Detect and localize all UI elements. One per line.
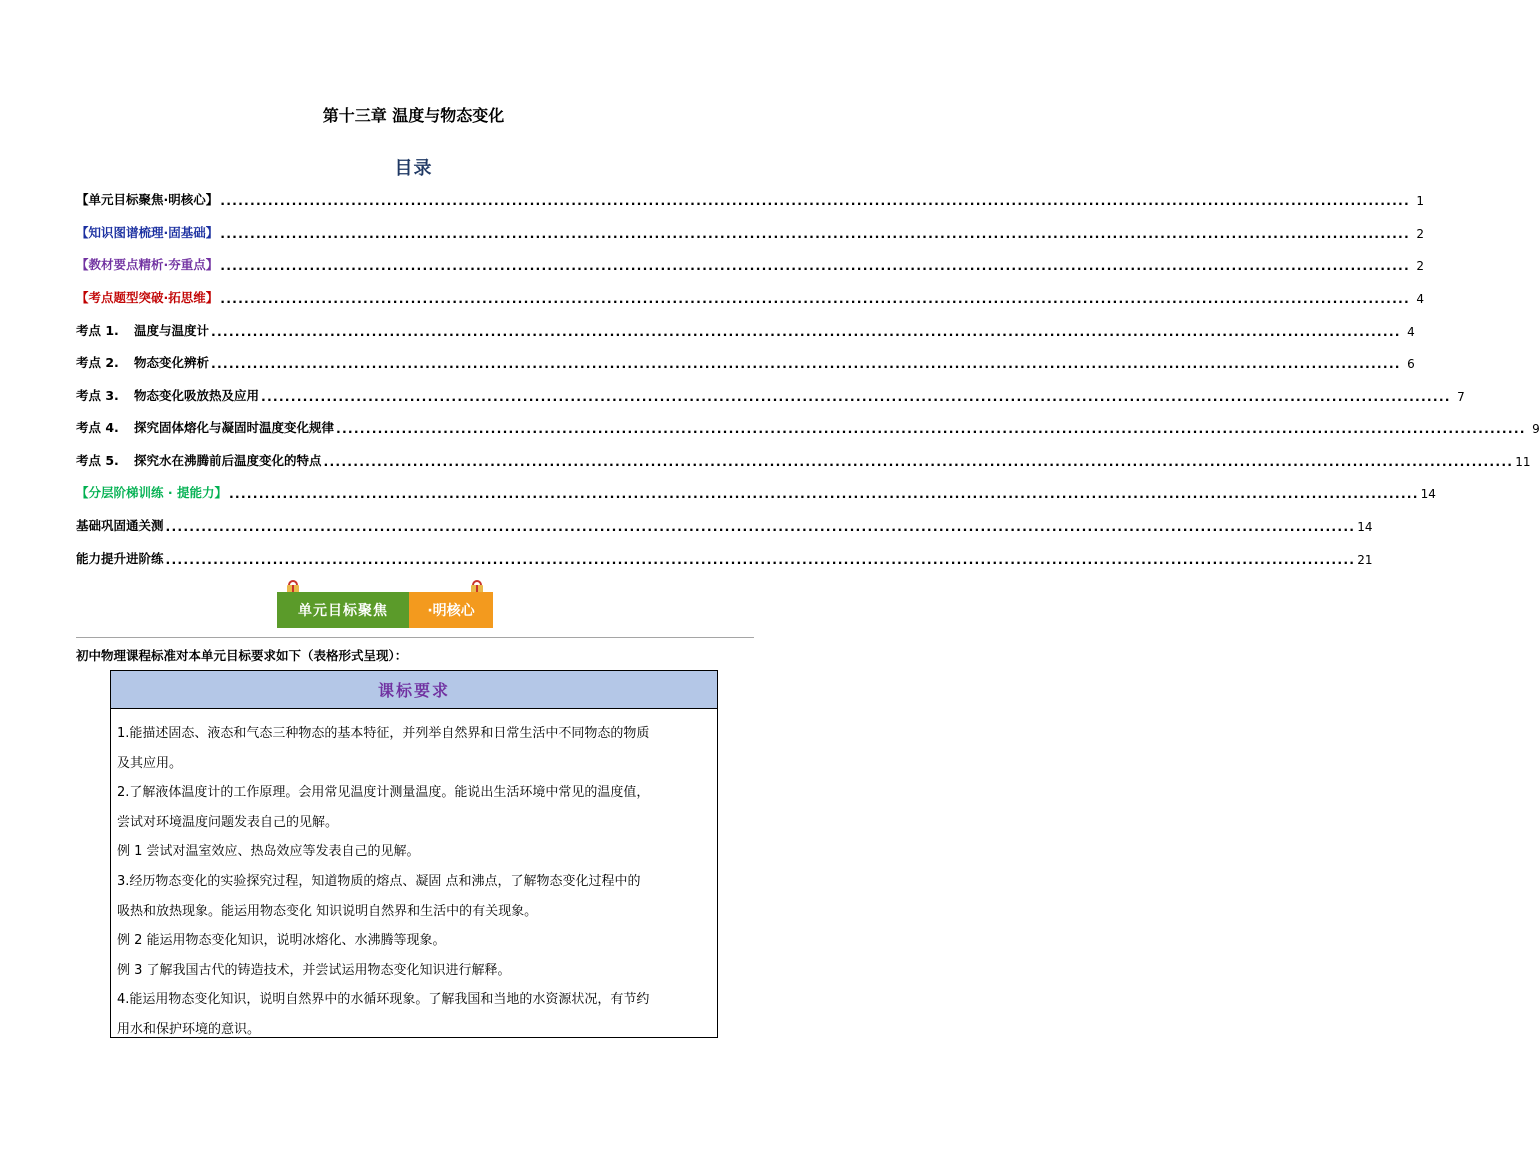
- banner-subtitle: ·明核心: [409, 592, 493, 628]
- standard-text-line: 4.能运用物态变化知识，说明自然界中的水循环现象。了解我国和当地的水资源状况，有节约: [117, 992, 650, 1008]
- toc-entry-label: 能力提升进阶练: [76, 551, 164, 566]
- toc-entry-prefix: 考点 4.: [76, 420, 119, 435]
- toc-entry-label: 探究水在沸腾前后温度变化的特点: [134, 453, 322, 468]
- toc-leader-dots: ........................................................................................................................................................................................................: [211, 356, 1401, 371]
- toc-page-number: 7: [1457, 390, 1465, 404]
- toc-entry-prefix: 考点 2.: [76, 355, 119, 370]
- toc-leader-dots: ........................................................................................................................................................................................................: [165, 552, 1356, 567]
- standard-text-line: 用水和保护环境的意识。: [117, 1021, 261, 1037]
- toc-entry-label: 温度与温度计: [134, 323, 210, 338]
- standard-text-line: 例 3 了解我国古代的铸造技术，并尝试运用物态变化知识进行解释。: [117, 962, 511, 978]
- toc-entry[interactable]: [76, 382, 1465, 404]
- toc-entry[interactable]: [76, 545, 1373, 567]
- toc-leader-dots: ........................................................................................................................................................................................................: [220, 226, 1410, 241]
- toc-leader-dots: ........................................................................................................................................................................................................: [220, 193, 1410, 208]
- toc-entry-label: 【分层阶梯训练 · 提能力】: [76, 485, 227, 500]
- curriculum-standards-table: [110, 670, 718, 1038]
- toc-leader-dots: ........................................................................................................................................................................................................: [336, 421, 1526, 436]
- toc-entry[interactable]: [76, 317, 1415, 339]
- standard-text-line: 吸热和放热现象。能运用物态变化 知识说明自然界和生活中的有关现象。: [117, 903, 538, 919]
- chapter-title: 第十三章 温度与物态变化: [322, 106, 505, 125]
- toc-leader-dots: ........................................................................................................................................................................................................: [228, 486, 1419, 501]
- divider: [76, 637, 754, 638]
- toc-leader-dots: ........................................................................................................................................................................................................: [220, 258, 1410, 273]
- toc-entry-label: 【教材要点精析·夯重点】: [76, 257, 219, 272]
- toc-page-number: 4: [1416, 292, 1424, 306]
- toc-entry[interactable]: [76, 219, 1424, 241]
- toc-entry-label: 物态变化吸放热及应用: [134, 388, 260, 403]
- standard-text-line: 2.了解液体温度计的工作原理。会用常见温度计测量温度。能说出生活环境中常见的温度值，: [117, 785, 650, 801]
- toc-page-number: 6: [1407, 357, 1415, 371]
- toc-entry-prefix: 考点 1.: [76, 323, 119, 338]
- toc-entry[interactable]: [76, 251, 1424, 273]
- toc-entry[interactable]: [76, 512, 1373, 534]
- toc-page-number: 11: [1515, 455, 1531, 469]
- standard-text-line: 1.能描述固态、液态和气态三种物态的基本特征，并列举自然界和日常生活中不同物态的物质: [117, 726, 650, 741]
- toc-entry-label: 基础巩固通关测: [76, 518, 164, 533]
- toc-entry-label: 【考点题型突破·拓思维】: [76, 290, 219, 305]
- toc-page-number: 9: [1532, 422, 1540, 436]
- toc-leader-dots: ........................................................................................................................................................................................................: [220, 291, 1410, 306]
- standard-text-line: 及其应用。: [117, 755, 183, 771]
- toc-leader-dots: ........................................................................................................................................................................................................: [165, 519, 1356, 534]
- toc-entry[interactable]: [76, 414, 1540, 436]
- toc-page-number: 21: [1357, 553, 1373, 567]
- toc-entry[interactable]: [76, 447, 1531, 469]
- toc-page-number: 4: [1407, 325, 1415, 339]
- toc-page-number: 14: [1357, 520, 1373, 534]
- toc-leader-dots: ........................................................................................................................................................................................................: [323, 454, 1514, 469]
- toc-leader-dots: ........................................................................................................................................................................................................: [211, 324, 1401, 339]
- standard-text-line: 3.经历物态变化的实验探究过程，知道物质的熔点、凝固 点和沸点，了解物态变化过程中的: [117, 873, 641, 889]
- toc-entry-label: 探究固体熔化与凝固时温度变化规律: [134, 420, 335, 435]
- toc-title: 目录: [394, 158, 433, 179]
- toc-entry-label: 【知识图谱梳理·固基础】: [76, 225, 219, 240]
- toc-entry-label: 物态变化辨析: [134, 355, 210, 370]
- banner-title: 单元目标聚焦: [277, 592, 409, 628]
- toc-page-number: 1: [1416, 194, 1424, 208]
- toc-leader-dots: ........................................................................................................................................................................................................: [261, 389, 1451, 404]
- standard-text-line: 例 1 尝试对温室效应、热岛效应等发表自己的见解。: [117, 844, 420, 860]
- toc-entry-label: 【单元目标聚焦·明核心】: [76, 192, 219, 207]
- toc-entry[interactable]: [76, 284, 1424, 306]
- toc-entry[interactable]: [76, 349, 1415, 371]
- toc-page-number: 2: [1416, 227, 1424, 241]
- toc-entry-prefix: 考点 5.: [76, 453, 119, 468]
- toc-page-number: 2: [1416, 259, 1424, 273]
- toc-entry[interactable]: [76, 479, 1436, 501]
- standard-text-line: 尝试对环境温度问题发表自己的见解。: [117, 814, 339, 830]
- table-body: [111, 709, 717, 1045]
- table-header: 课标要求: [111, 671, 717, 709]
- toc-page-number: 14: [1420, 487, 1436, 501]
- intro-text: 初中物理课程标准对本单元目标要求如下（表格形式呈现）：: [76, 648, 408, 663]
- toc-entry[interactable]: [76, 186, 1424, 208]
- unit-goal-banner: [277, 580, 493, 628]
- standard-text-line: 例 2 能运用物态变化知识，说明冰熔化、水沸腾等现象。: [117, 933, 446, 949]
- toc-entry-prefix: 考点 3.: [76, 388, 119, 403]
